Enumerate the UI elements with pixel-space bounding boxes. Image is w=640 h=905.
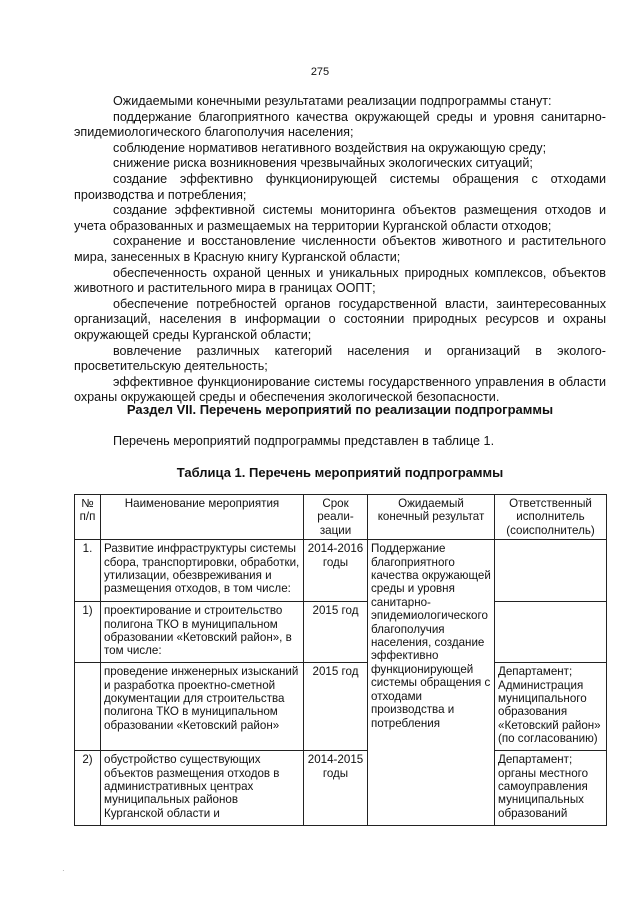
paragraph-result-item: эффективное функционирование системы государственного управления в области охраны окружающей среды и обеспечения экологической безопасности. [74, 374, 606, 405]
expected-results-text [74, 94, 606, 406]
table-title: Таблица 1. Перечень мероприятий подпрограммы [176, 465, 504, 480]
margin-mark: · [62, 866, 65, 875]
measure-name: проектирование и строительство полигона ТКО в муниципальном образовании «Кетовский район», в том числе: [101, 602, 304, 663]
header-number: № п/п [75, 495, 101, 540]
section-heading: Раздел VII. Перечень мероприятий по реализации подпрограммы [126, 402, 554, 417]
paragraph-result-item: создание эффективной системы мониторинга объектов размещения отходов и учета образованных и размещаемых на территории Курганской области отходов; [74, 203, 606, 233]
paragraph-result-item: создание эффективно функционирующей системы обращения с отходами производства и потребления; [74, 171, 606, 202]
header-term: Срок реали-зации [304, 495, 368, 540]
measure-term: 2015 год [304, 663, 368, 751]
measure-term: 2015 год [304, 602, 368, 663]
table-row [75, 540, 607, 602]
table-header-row [75, 495, 607, 540]
expected-result: Поддержание благоприятного качества окружающей среды и уровня санитарно-эпидемиологического благополучия населения, создание эффективно функционирующей системы обращения с отходами производства и потребления [368, 540, 495, 826]
table-row [75, 751, 607, 826]
row-number: 2) [75, 751, 101, 826]
paragraph-result-item: снижение риска возникновения чрезвычайных экологических ситуаций; [113, 156, 533, 171]
table-row [75, 663, 607, 751]
measure-executor: Департамент; Администрация муниципального образования «Кетовский район» (по согласованию) [495, 663, 607, 751]
paragraph-results-intro: Ожидаемыми конечными результатами реализации подпрограммы станут: [113, 94, 552, 108]
measure-term: 2014-2015 годы [304, 751, 368, 826]
measure-name: обустройство существующих объектов размещения отходов в административных центрах муниципальных районов Курганской области и [101, 751, 304, 826]
paragraph-result-item: поддержание благоприятного качества окружающей среды и уровня санитарно-эпидемиологического благополучия населения; [74, 109, 606, 140]
paragraph-result-item: обеспеченность охраной ценных и уникальных природных комплексов, объектов животного и растительного мира в границах ООПТ; [74, 265, 606, 296]
table-row [75, 602, 607, 663]
row-number: 1) [75, 602, 101, 663]
measures-table [74, 494, 607, 826]
measure-term: 2014-2016 годы [304, 540, 368, 602]
measure-executor [495, 602, 607, 663]
header-expected-result: Ожидаемый конечный результат [368, 495, 495, 540]
header-executor: Ответственный исполнитель (соисполнитель) [495, 495, 607, 540]
measure-name: проведение инженерных изысканий и разработка проектно-сметной документации для строительства полигона ТКО в муниципальном образовании «Кетовский район» [101, 663, 304, 751]
paragraph-result-item: вовлечение различных категорий населения и организаций в эколого-просветительскую деятельность; [74, 343, 606, 374]
paragraph-result-item: соблюдение нормативов негативного воздействия на окружающую среду; [113, 140, 547, 155]
page-number: 275 [310, 66, 330, 78]
table-intro-text: Перечень мероприятий подпрограммы представлен в таблице 1. [113, 434, 495, 448]
measure-executor: Департамент; органы местного самоуправления муниципальных образований [495, 751, 607, 826]
measure-executor [495, 540, 607, 602]
paragraph-result-item: сохранение и восстановление численности объектов животного и растительного мира, занесенных в Красную книгу Курганской области; [74, 234, 606, 264]
measure-name: Развитие инфраструктуры системы сбора, транспортировки, обработки, утилизации, обезвреживания и размещения отходов, в том числе: [101, 540, 304, 602]
row-number [75, 663, 101, 751]
paragraph-result-item: обеспечение потребностей органов государственной власти, заинтересованных организаций, населения в информации о состоянии природных ресурсов и охраны окружающей среды Курганской области; [74, 296, 606, 342]
row-number: 1. [75, 540, 101, 602]
header-measure-name: Наименование мероприятия [101, 495, 304, 540]
